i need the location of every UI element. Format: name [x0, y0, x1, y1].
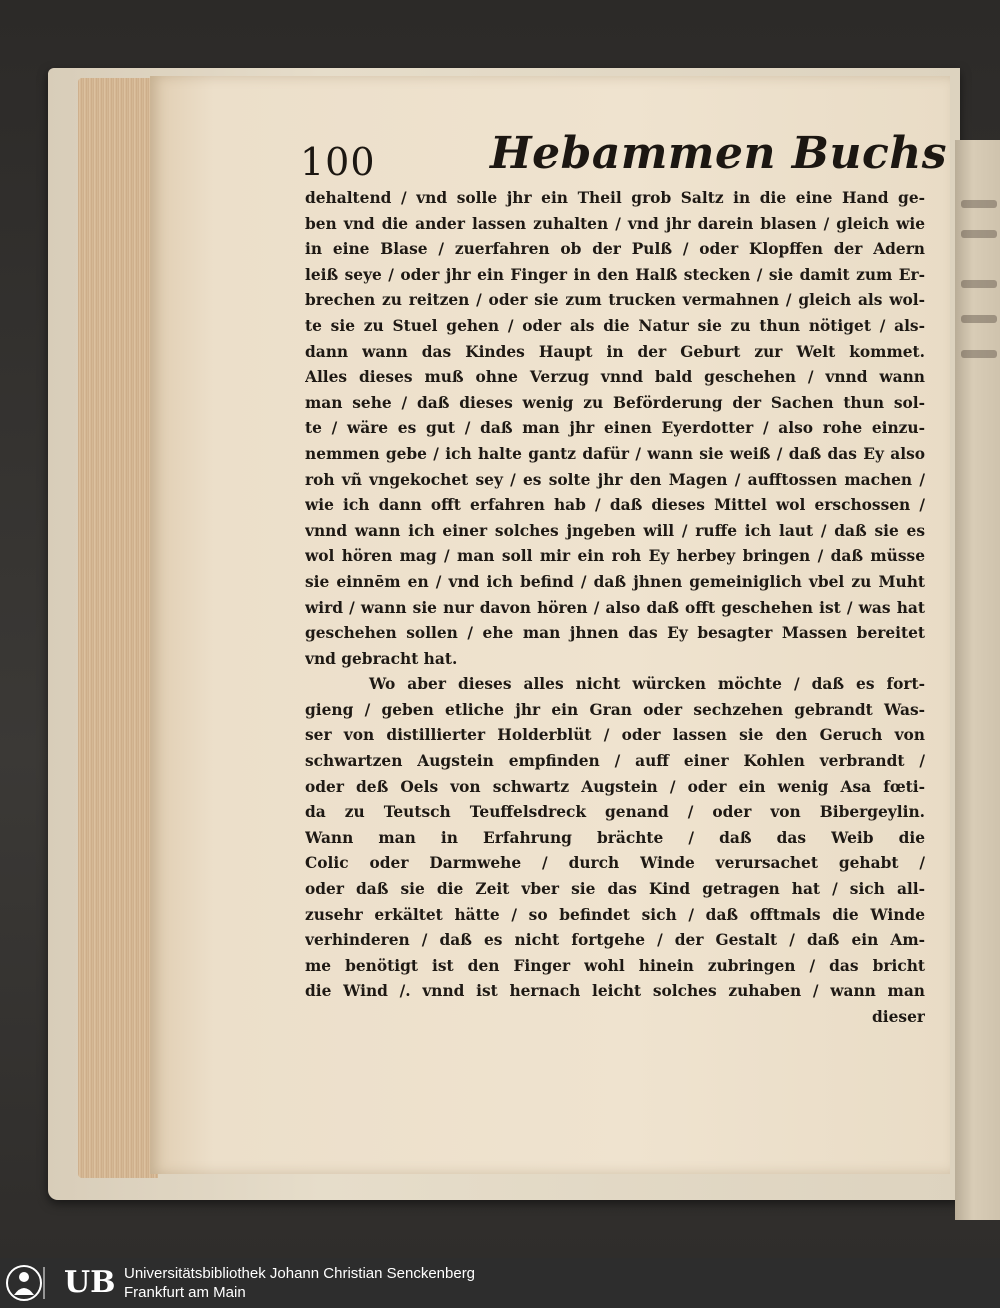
text-line: oder deß Oels von schwartz Augstein / oder ein wenig Asa fœti-: [305, 777, 925, 796]
text-line: leiß seye / oder jhr ein Finger in den Halß stecken / sie damit zum Er-: [305, 265, 925, 284]
text-line: wie ich dann offt erfahren hab / daß dieses Mittel wol erschossen /: [305, 496, 925, 515]
text-line: oder daß sie die Zeit vber sie das Kind getragen hat / sich all-: [305, 880, 925, 899]
text-line: in eine Blase / zuerfahren ob der Pulß / oder Klopffen der Adern: [305, 240, 925, 259]
text-line: Wann man in Erfahrung brächte / daß das Weib die: [305, 828, 925, 847]
ub-letters: UB: [64, 1265, 116, 1300]
text-line: zusehr erkältet hätte / so befindet sich / daß offtmals die Winde: [305, 905, 925, 924]
text-line: dann wann das Kindes Haupt in der Geburt zur Welt kommet.: [305, 342, 925, 361]
text-line: te sie zu Stuel gehen / oder als die Natur sie zu thun nötiget / als-: [305, 316, 925, 335]
library-name: [124, 1264, 475, 1302]
text-line: me benötigt ist den Finger wohl hinein zubringen / das bricht: [305, 956, 925, 975]
library-footer: [0, 1258, 1000, 1308]
text-line: vnnd wann ich einer solches jngeben will / ruffe ich laut / daß sie es: [305, 521, 925, 540]
body-text: [305, 186, 925, 1031]
text-line: vnd gebracht hat.: [305, 649, 458, 668]
text-line: nemmen gebe / ich halte gantz dafür / wann sie weiß / daß das Ey also: [305, 444, 925, 463]
text-line: Colic oder Darmwehe / durch Winde verursachet gehabt /: [305, 854, 925, 873]
text-line: wird / wann sie nur davon hören / also daß offt geschehen ist / was hat: [305, 598, 925, 617]
facing-page-edge: [955, 140, 1000, 1220]
text-line: schwartzen Augstein empfinden / auff einer Kohlen verbrandt /: [305, 752, 925, 771]
text-line: dieser: [872, 1008, 925, 1026]
text-line: die Wind /. vnnd ist hernach leicht solches zuhaben / wann man: [305, 982, 925, 1001]
ub-logo[interactable]: [4, 1263, 116, 1303]
running-head: Hebammen Buchs: [490, 128, 947, 179]
text-line: gieng / geben etliche jhr ein Gran oder sechzehen gebrandt Was-: [305, 700, 925, 719]
text-line: Wo aber dieses alles nicht würcken möchte / daß es fort-: [369, 675, 925, 694]
text-line: brechen zu reitzen / oder sie zum trucken vermahnen / gleich als wol-: [305, 291, 925, 310]
seal-icon: [4, 1263, 58, 1303]
text-line: ser von distillierter Holderblüt / oder lassen sie den Geruch von: [305, 726, 925, 745]
text-line: roh vñ vngekochet sey / es solte jhr den Magen / aufftossen machen /: [305, 470, 925, 489]
library-name-line2: Frankfurt am Main: [124, 1284, 246, 1301]
page-number: 100: [300, 140, 376, 184]
text-line: ben vnd die ander lassen zuhalten / vnd jhr darein blasen / gleich wie: [305, 214, 925, 233]
text-line: dehaltend / vnd solle jhr ein Theil grob Saltz in die eine Hand ge-: [305, 189, 925, 207]
text-line: man sehe / daß dieses wenig zu Beförderung der Sachen thun sol-: [305, 393, 925, 412]
text-line: geschehen sollen / ehe man jhnen das Ey besagter Massen bereitet: [305, 624, 925, 643]
text-line: wol hören mag / man soll mir ein roh Ey herbey bringen / daß müsse: [305, 547, 925, 566]
text-line: sie einnēm en / vnd ich befind / daß jhnen gemeiniglich vbel zu Muht: [305, 572, 925, 591]
text-line: verhinderen / daß es nicht fortgehe / der Gestalt / daß ein Am-: [305, 931, 925, 950]
page-edges: [78, 78, 158, 1178]
text-line: da zu Teutsch Teuffelsdreck genand / oder von Bibergeylin.: [305, 803, 925, 822]
library-name-line1: Universitätsbibliothek Johann Christian Senckenberg: [124, 1265, 476, 1282]
text-line: Alles dieses muß ohne Verzug vnnd bald geschehen / vnnd wann: [305, 368, 925, 387]
text-line: te / wäre es gut / daß man jhr einen Eyerdotter / also rohe einzu-: [305, 419, 925, 438]
